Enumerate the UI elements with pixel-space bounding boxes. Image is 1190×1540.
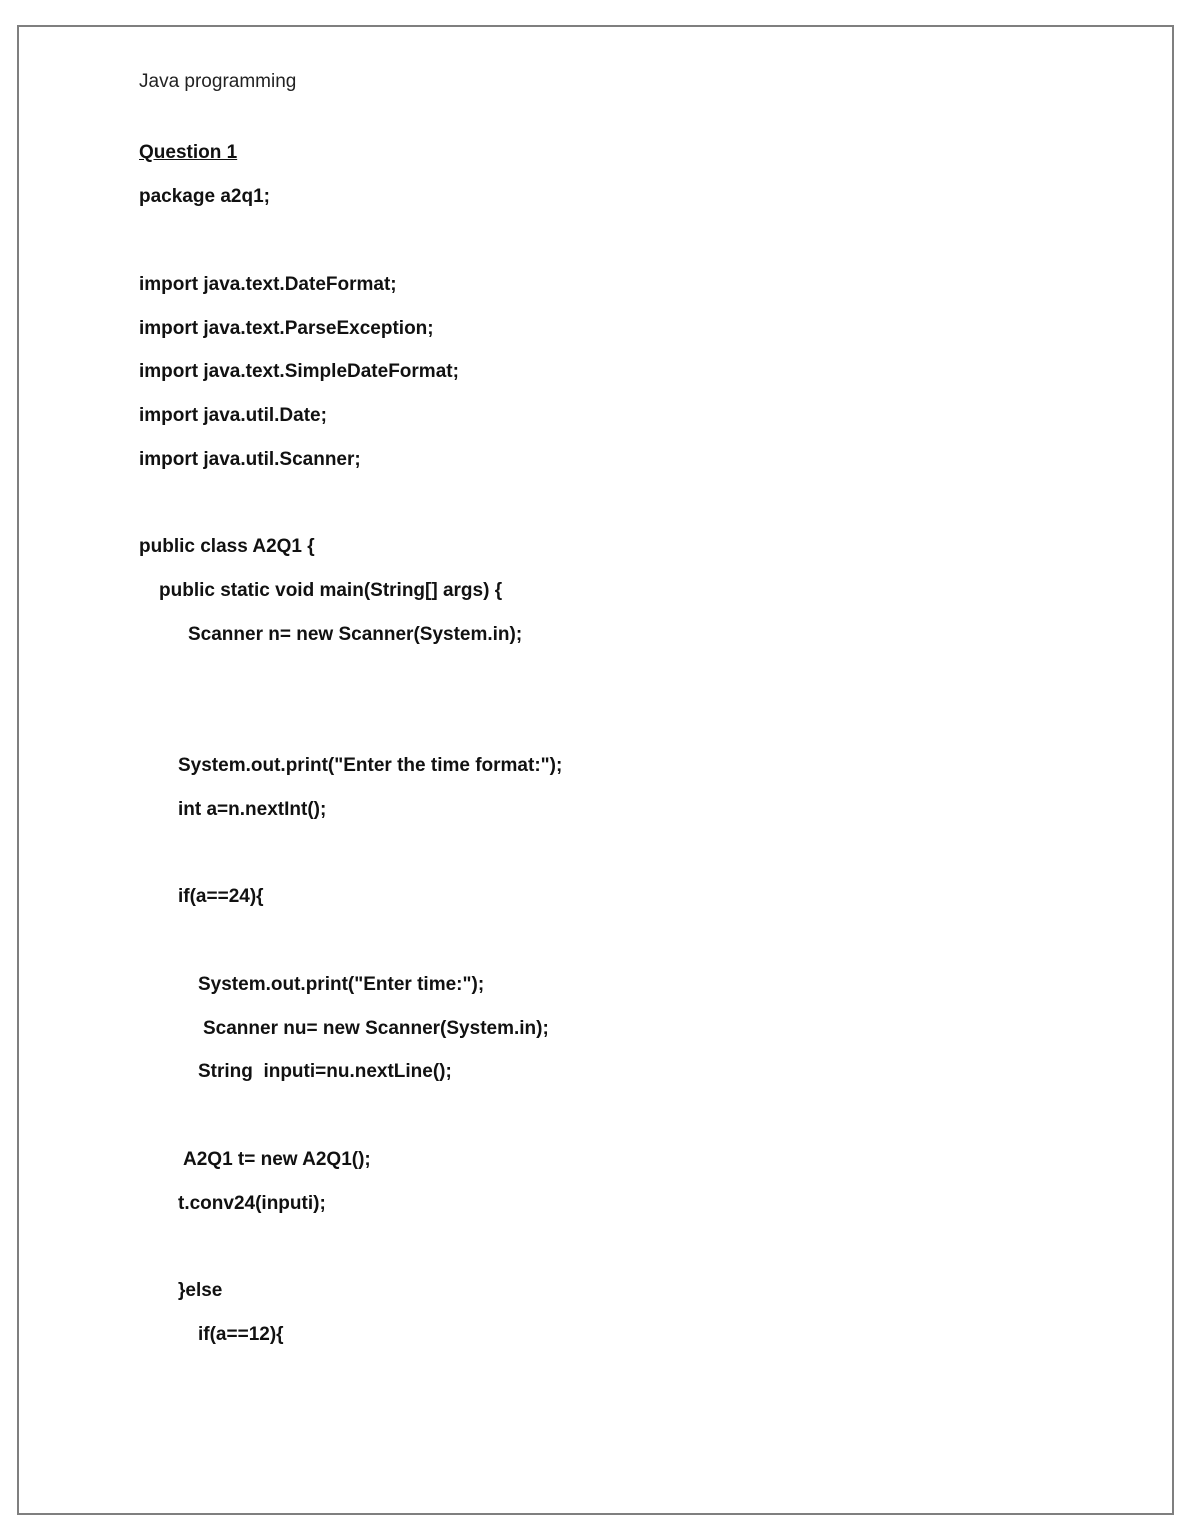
code-line: public static void main(String[] args) { bbox=[159, 580, 503, 601]
code-line: import java.util.Date; bbox=[139, 405, 327, 426]
code-line: package a2q1; bbox=[139, 186, 270, 207]
code-line: import java.text.ParseException; bbox=[139, 318, 434, 339]
code-line: String inputi=nu.nextLine(); bbox=[198, 1061, 452, 1082]
code-line: Scanner nu= new Scanner(System.in); bbox=[203, 1018, 549, 1039]
code-line: import java.text.SimpleDateFormat; bbox=[139, 361, 459, 382]
code-line: Scanner n= new Scanner(System.in); bbox=[188, 624, 523, 645]
code-line: int a=n.nextInt(); bbox=[178, 799, 327, 820]
code-line: System.out.print("Enter the time format:"); bbox=[178, 755, 563, 776]
code-line: if(a==12){ bbox=[198, 1324, 284, 1345]
code-line: public class A2Q1 { bbox=[139, 536, 315, 557]
code-line: t.conv24(inputi); bbox=[178, 1193, 326, 1214]
code-line: A2Q1 t= new A2Q1(); bbox=[183, 1149, 371, 1170]
code-line: import java.text.DateFormat; bbox=[139, 274, 397, 295]
code-line: if(a==24){ bbox=[178, 886, 264, 907]
document-title: Java programming bbox=[139, 71, 297, 92]
code-line: System.out.print("Enter time:"); bbox=[198, 974, 485, 995]
question-heading: Question 1 bbox=[139, 142, 238, 163]
code-line: import java.util.Scanner; bbox=[139, 449, 361, 470]
code-line: }else bbox=[178, 1280, 223, 1301]
